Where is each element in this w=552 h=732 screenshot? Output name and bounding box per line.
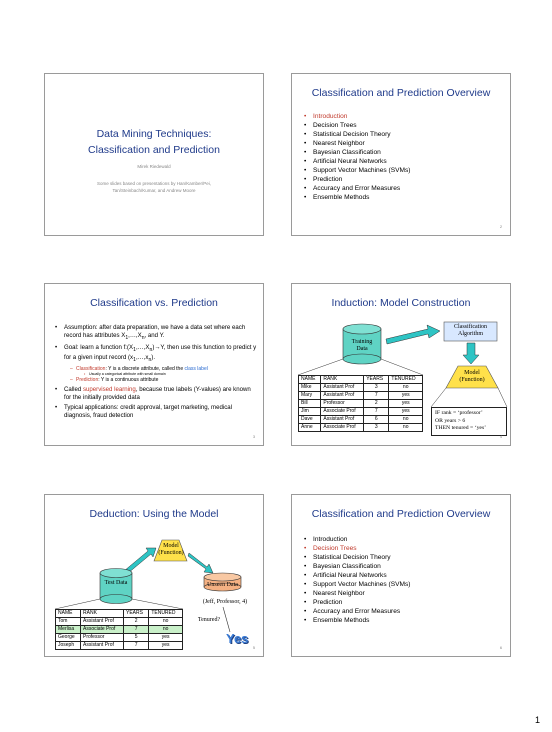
test-data-label: Test Data bbox=[104, 580, 128, 586]
list-item: • Accuracy and Error Measures bbox=[304, 607, 410, 616]
slide-number: 4 bbox=[500, 435, 502, 439]
slide-3-bullets bbox=[55, 324, 257, 422]
arrow-to-model bbox=[463, 343, 479, 364]
rule-line: OR years > 6 bbox=[435, 417, 466, 424]
slide-2 bbox=[291, 73, 511, 236]
list-item: • Ensemble Methods bbox=[304, 193, 410, 202]
bullet-assumption: • Assumption: after data preparation, we have a data set where each record has attributes $X_1,\dots,X_n$, and Y. bbox=[55, 324, 257, 342]
list-item: • Prediction bbox=[304, 175, 410, 184]
credits: Some slides based on presentations by Han/Kamber/Pei, Tan/Steinbach/Kumar, and Andrew Moore bbox=[96, 181, 212, 193]
table-row: Tom Assistant Prof 2 no bbox=[56, 618, 183, 626]
table-row: Joseph Assistant Prof 7 yes bbox=[56, 642, 183, 650]
training-table bbox=[298, 375, 423, 432]
slide-2-title: Classification and Prediction Overview bbox=[311, 87, 491, 99]
slide-5-title: Deduction: Using the Model bbox=[89, 508, 219, 520]
title-line-2: Classification and Prediction bbox=[88, 144, 220, 156]
unseen-data-label: Unseen Data bbox=[207, 582, 238, 588]
table-row: Bill Professor 2 yes bbox=[299, 400, 423, 408]
table-row: Dave Assistant Prof 6 no bbox=[299, 416, 423, 424]
list-item: • Support Vector Machines (SVMs) bbox=[304, 580, 410, 589]
col-header: YEARS bbox=[123, 610, 148, 618]
list-item: • Ensemble Methods bbox=[304, 616, 410, 625]
model-label: Model (Function) bbox=[158, 543, 184, 556]
test-table bbox=[55, 609, 183, 650]
col-header: NAME bbox=[299, 376, 321, 384]
col-header: TENURED bbox=[389, 376, 423, 384]
prediction-definition: – Prediction: Y is a continuous attribute bbox=[70, 377, 257, 384]
slide-3 bbox=[44, 283, 264, 446]
bullet-goal: • Goal: learn a function $f:(X_1,\dots,X_n)\to Y$, then use this function to predict y for a given input record $(x_1,\dots,x_n)$. – Classification: Y is a discrete attribute, called the class label • Usually a categorical attribute with small domain – Prediction: Y is a continuous attribute bbox=[55, 344, 257, 383]
col-header: NAME bbox=[56, 610, 81, 618]
slide-6 bbox=[291, 494, 511, 657]
slide-number: 5 bbox=[253, 646, 255, 650]
slide-5 bbox=[44, 494, 264, 657]
list-item: • Decision Trees bbox=[304, 121, 410, 130]
slide-number: 2 bbox=[500, 225, 502, 229]
author: Mirek Riedewald bbox=[137, 164, 171, 169]
algorithm-label: Classification Algorithm bbox=[454, 324, 487, 337]
slide-number: 6 bbox=[500, 646, 502, 650]
query-record: (Jeff, Professor, 4) bbox=[202, 599, 248, 605]
bullet-supervised: • Called supervised learning, because true labels (Y-values) are known for the initially provided data bbox=[55, 386, 257, 402]
list-item: • Accuracy and Error Measures bbox=[304, 184, 410, 193]
rule-box bbox=[431, 407, 507, 436]
answer-yes: Yes bbox=[226, 631, 249, 646]
rule-line: IF rank = ‘professor’ bbox=[435, 410, 483, 416]
arrow-to-algorithm bbox=[386, 325, 440, 344]
slide-3-title: Classification vs. Prediction bbox=[90, 297, 218, 309]
bullet-applications: • Typical applications: credit approval, target marketing, medical diagnosis, fraud detection bbox=[55, 404, 257, 420]
table-row: Merlisa Associate Prof 7 no bbox=[56, 626, 183, 634]
slide-number: 3 bbox=[253, 435, 255, 439]
list-item: • Artificial Neural Networks bbox=[304, 157, 410, 166]
list-item: • Statistical Decision Theory bbox=[304, 553, 410, 562]
table-row: Anne Associate Prof 3 no bbox=[299, 424, 423, 432]
arrow-model-to-unseen bbox=[188, 553, 213, 573]
training-data-label: Training Data bbox=[351, 339, 373, 352]
slide-1-title bbox=[45, 126, 263, 158]
list-item: • Introduction bbox=[304, 535, 410, 544]
model-label: Model (Function) bbox=[459, 370, 485, 383]
list-item: • Statistical Decision Theory bbox=[304, 130, 410, 139]
table-row: Mary Assistant Prof 7 yes bbox=[299, 392, 423, 400]
slide-1 bbox=[44, 73, 264, 236]
list-item: • Nearest Neighbor bbox=[304, 589, 410, 598]
overview-list bbox=[304, 535, 410, 625]
table-row: Mike Assistant Prof 3 no bbox=[299, 384, 423, 392]
classification-note: • Usually a categorical attribute with small domain bbox=[84, 372, 257, 377]
slide-4-title: Induction: Model Construction bbox=[331, 297, 471, 309]
list-item: • Bayesian Classification bbox=[304, 148, 410, 157]
col-header: RANK bbox=[81, 610, 124, 618]
page-number: 1 bbox=[535, 715, 541, 725]
list-item: • Bayesian Classification bbox=[304, 562, 410, 571]
slide-6-title: Classification and Prediction Overview bbox=[311, 508, 491, 520]
col-header: TENURED bbox=[149, 610, 183, 618]
classification-definition: – Classification: Y is a discrete attribute, called the class label • Usually a categorical attribute with small domain bbox=[70, 366, 257, 378]
list-item: • Prediction bbox=[304, 598, 410, 607]
tenured-question: Tenured? bbox=[197, 617, 221, 623]
table-row: Jim Associate Prof 7 yes bbox=[299, 408, 423, 416]
col-header: YEARS bbox=[364, 376, 389, 384]
table-row: George Professor 5 yes bbox=[56, 634, 183, 642]
overview-list bbox=[304, 112, 410, 202]
title-line-1: Data Mining Techniques: bbox=[96, 128, 212, 140]
rule-line: THEN tenured = ‘yes’ bbox=[435, 425, 487, 431]
slide-4 bbox=[291, 283, 511, 446]
list-item: • Introduction bbox=[304, 112, 410, 121]
list-item: • Decision Trees bbox=[304, 544, 410, 553]
list-item: • Nearest Neighbor bbox=[304, 139, 410, 148]
col-header: RANK bbox=[321, 376, 364, 384]
list-item: • Support Vector Machines (SVMs) bbox=[304, 166, 410, 175]
list-item: • Artificial Neural Networks bbox=[304, 571, 410, 580]
